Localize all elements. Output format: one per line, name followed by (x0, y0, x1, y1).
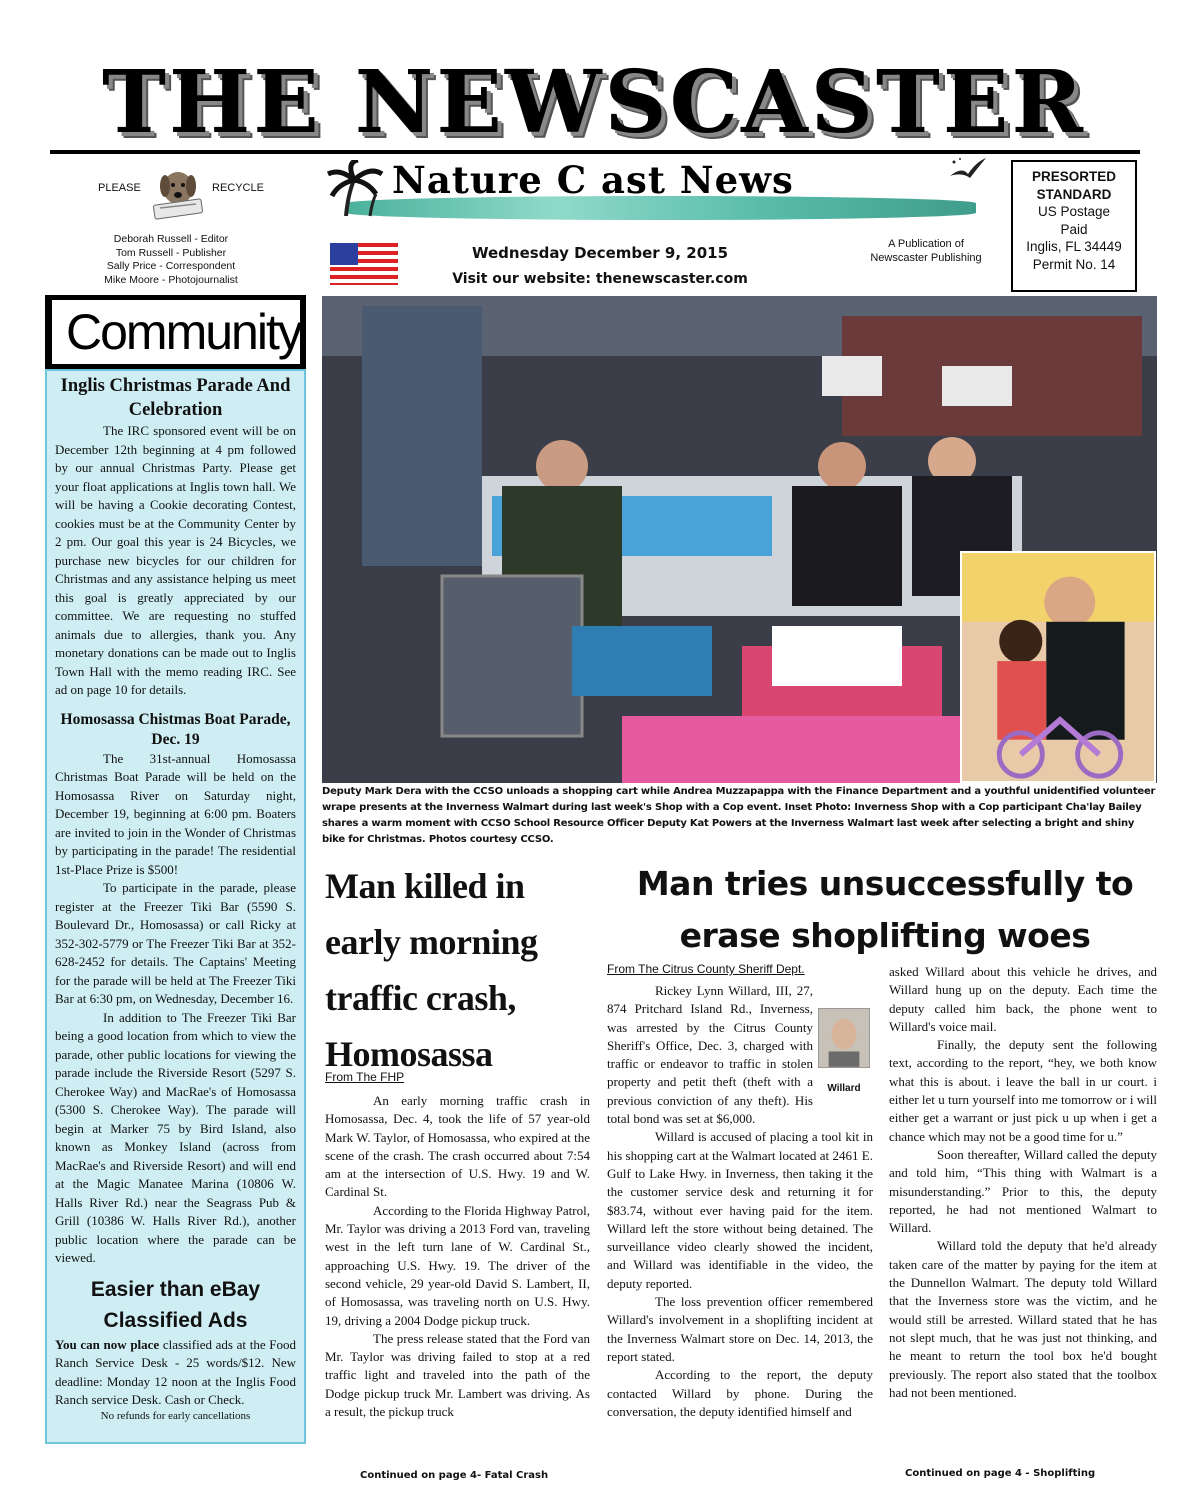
sidebar-item2-p2: To participate in the parade, please register at the Freezer Tiki Bar (5590 S. Boulevard Dr., Homosassa) or call Ricky at 352-302-5779 or The Freezer Tiki Bar at 352-628-2452 for details. The Captains' Meeting for the parade will be held at The Freezer Tiki Bar at 6:30 pm, on Wednesday, December 16. (55, 880, 296, 1006)
mugshot-label: Willard (827, 1083, 861, 1094)
story2-p8: Willard told the deputy that he'd already taken care of the matter by paying for the item at the Dunnellon Walmart. The deputy told Willard that the Inverness store was the victim, and he would still be arrested. Willard stated that he has not slept much, that he was just not thinking, and he meant to return the tool box he'd bought previously. The report also stated that the toolbox had not been mentioned. (889, 1238, 1157, 1400)
presort-line-4: Paid (1060, 221, 1088, 237)
community-section-header (45, 295, 306, 369)
story1-body (325, 1092, 590, 1421)
presort-line-5: Inglis, FL 34449 (1026, 239, 1122, 255)
story2-headline: Man tries unsuccessfully to erase shoplifting woes (636, 864, 1134, 955)
sidebar-item3-text: classified ads at the Food Ranch Service Desk - 25 words/$12. New deadline: Monday 12 noon at the Inglis Food Ranch service Desk. Cash or Check. (55, 1336, 296, 1407)
nature-coast-news-title: Nature C ast News (392, 158, 794, 202)
photo-caption: Deputy Mark Dera with the CCSO unloads a shopping cart while Andrea Muzzapappa with the Finance Department and a youthful unidentified volunteer wrape presents at the Inverness Walmart during last week's Shop with a Cop event. Inset Photo: Inverness Shop with a Cop participant Cha'lay Bailey shares a warm moment with CCSO School Resource Officer Deputy Kat Powers at the Inverness Walmart last week after selecting a bright and shiny bike for Christmas. Photos courtesy CCSO. (322, 786, 1156, 845)
nature-coast-news-logo (326, 156, 991, 228)
recycle-recycle-text: RECYCLE (212, 182, 264, 194)
story2-p6: Finally, the deputy sent the following text, according to the report, “hey, we both know what this is about. i leave the ball in ur court. i either let u turn yourself into me tomorrow or i will either get a warrant or just pick u up when i get a chance which may not be a good time for u.” (889, 1037, 1157, 1144)
sidebar-item1-title: Inglis Christmas Parade And Celebration (60, 376, 291, 420)
recycle-badge (60, 168, 280, 226)
story2-continued[interactable]: Continued on page 4 - Shoplifting (905, 1468, 1096, 1479)
issue-date: Wednesday December 9, 2015 (471, 244, 729, 262)
dog-with-newspaper-icon (150, 168, 206, 222)
publication-note (856, 237, 996, 265)
website-link[interactable]: Visit our website: thenewscaster.com (452, 271, 748, 287)
presort-line-1: PRESORTED (1031, 169, 1116, 184)
sidebar-item2-p1: The 31st-annual Homosassa Christmas Boat Parade will be held on the Homosassa River on Saturday night, December 19, beginning at 6:00 pm. Boaters are invited to join in the Wonder of Christmas by participating in the parade! The residential 1st-Place Prize is $500! (55, 750, 296, 877)
sidebar-item3-lead: You can now place (55, 1336, 160, 1352)
publication-line-1: A Publication of (888, 238, 964, 250)
story1-p1: An early morning traffic crash in Homosassa, Dec. 4, took the life of 57 year-old Mark W. Taylor, of Homosassa, who expired at the scene of the crash. The crash occurred about 7:54 am at the intersection of U.S. Hwy. 19 and W. Cardinal St. (325, 1093, 590, 1200)
postage-indicia-box (1011, 160, 1137, 292)
presort-line-6: Permit No. 14 (1032, 256, 1116, 272)
inset-photo-bike (960, 551, 1156, 783)
masthead-title: THE NEWSCASTER (102, 58, 1086, 148)
story2-column-2 (889, 963, 1157, 1402)
story1-p2: According to the Florida Highway Patrol, Mr. Taylor was driving a 2013 Ford van, traveling west in the left turn lane of W. Cardinal St., approaching U.S. Hwy. 19. The driver of the second vehicle, 29 year-old David S. Lambert, II, of Homosassa, was traveling north on U.S. Hwy. 19, driving a 2004 Dodge pickup truck. (325, 1202, 590, 1328)
story2-p1: Rickey Lynn Willard, III, 27, 874 Pritchard Island Rd., Inverness, was arrested by the Citrus County Sheriff's Office, Dec. 3, charged with traffic or endeavor to traffic in stolen property and petit theft (theft with a previous conviction of any theft). His total bond was set at $6,000. (607, 983, 813, 1127)
staff-publisher: Tom Russell - Publisher (115, 246, 227, 259)
story2-p4: According to the report, the deputy contacted Willard by phone. During the conversation, the deputy identified himself and (607, 1367, 873, 1419)
presort-line-3: US Postage (1037, 204, 1111, 220)
community-sidebar (45, 369, 306, 1444)
issue-date-line (420, 240, 780, 292)
story1-continued[interactable]: Continued on page 4- Fatal Crash (360, 1470, 549, 1481)
sidebar-item1-body: The IRC sponsored event will be on December 12th beginning at 4 pm followed by our annual Christmas Party. Please get your float applications at Inglis town hall. We will be having a Cookie decorating Contest, cookies must be at the Community Center by 2 pm. Our goal this year is 24 Bicycles, we purchase new bicycles for our children for Christmas and any assistance helping us meet this goal is greatly appreciated by our committee. We are requesting no stuffed animals due to allergies, thank you. Any monetary donations can be made out to Inglis Town Hall with the memo reading IRC. See ad on page 10 for details. (55, 423, 296, 697)
story2-p7: Soon thereafter, Willard called the deputy and told him, “This thing with Walmart is a misunderstanding.” Prior to this, the deputy reported, he had not mentioned Walmart to Willard. (889, 1146, 1157, 1236)
presort-line-2: STANDARD (1036, 186, 1112, 202)
american-flag-icon (330, 243, 398, 285)
staff-list (66, 233, 276, 287)
sidebar-item2-p3: In addition to The Freezer Tiki Bar being a good location from which to view the parade, other public locations for viewing the parade include the Riverside Resort (5297 S. Cherokee Way) and MacRae's of Homosassa (5300 S. Cherokee Way). The parade will begin at Marker 75 by Bird Island, also known as Monkey Island (across from MacRae's and Riverside Resort) and will end at the Magic Manatee Marina (10806 W. Halls River Rd.) near the Seagrass Pub & Grill (10386 W. Halls River Rd.), another public location where the parade can be viewed. (55, 1009, 296, 1265)
sidebar-item3-title: Easier than eBay Classified Ads (90, 1277, 261, 1332)
palm-tree-icon (326, 160, 392, 218)
story1-byline: From The FHP (325, 1070, 405, 1084)
sidebar-item3-note: No refunds for early cancellations (100, 1409, 251, 1422)
community-section-title: Community (52, 300, 300, 364)
story2-p3: The loss prevention officer remembered Willard's involvement in a shoplifting incident at the Inverness Walmart store on Dec. 14, 2013, the report stated. (607, 1294, 873, 1364)
staff-correspondent: Sally Price - Correspondent (106, 260, 236, 273)
story1-p3: The press release stated that the Ford van Mr. Taylor was driving failed to stop at a red traffic light and traveled into the path of the Dodge pickup truck Mr. Lambert was driving. As a result, the pickup truck (325, 1330, 590, 1420)
recycle-please-text: PLEASE (98, 182, 141, 194)
story2-p5: asked Willard about this vehicle he drives, and Willard hung up on the deputy. Each time the deputy called him back, the phone went to Willard's voice mail. (889, 964, 1157, 1034)
staff-editor: Deborah Russell - Editor (113, 233, 229, 245)
seabird-icon (948, 156, 988, 190)
suspect-mugshot (818, 1008, 870, 1068)
sidebar-item3-body (55, 1336, 296, 1410)
publication-line-2: Newscaster Publishing (870, 252, 982, 264)
story2-byline: From The Citrus County Sheriff Dept. (607, 962, 805, 976)
story1-headline: Man killed in early morning traffic crash, Homosassa (325, 866, 538, 1074)
masthead-rule (50, 150, 1140, 154)
sidebar-item2-title: Homosassa Chistmas Boat Parade, Dec. 19 (60, 710, 291, 748)
staff-photojournalist: Mike Moore - Photojournalist (104, 273, 238, 286)
story2-p2: Willard is accused of placing a tool kit in his shopping cart at the Walmart located at 2461 E. Gulf to Lake Hwy. in Inverness, then taking it the the customer service desk and returning it for $83.74, without ever having paid for the item. Willard left the store without being detained. The surveillance video clearly showed the incident, and Willard was identifiable in the video, the deputy reported. (607, 1129, 873, 1291)
